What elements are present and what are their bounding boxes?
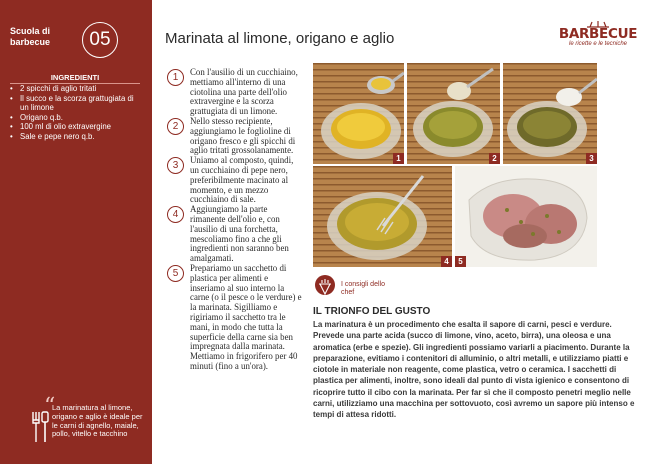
meat-bag-photo [455,166,597,267]
brand-logo [553,20,643,47]
step-number: 1 [167,69,184,86]
step-5 [165,264,303,372]
ingredients-heading: INGREDIENTI [10,73,140,84]
step-number: 5 [167,265,184,282]
photo-number-badge: 1 [393,153,404,164]
bbq-grill-icon [313,275,337,301]
bowl-pepper-photo [503,63,597,164]
photo-number-badge: 3 [586,153,597,164]
photo-step-5 [455,166,597,267]
step-1 [165,68,303,117]
chef-tips-badge [313,275,385,306]
photo-number-badge: 4 [441,256,452,267]
ingredient-item: • 100 ml di olio extravergine [10,122,142,132]
step-text: Prepariamo un sacchetto di plastica per alimenti e inseriamo al suo interno la carne (o il pesce o le verdure) e la marinata. Sigilliamo e rigiriamo il sacchetto tra le mani, in modo che tutta la superficie della carne sia ben impregnata dalla marinata. Mettiamo in frigorifero per 40 minuti (fino a un'ora). [190,262,302,371]
photo-step-2 [407,63,500,164]
quote-mark-icon: “ [44,394,56,419]
series-title: Scuola di barbecue [10,26,51,47]
chef-tips-label: I consigli dello chef [341,281,385,296]
fork-spatula-icon [30,410,50,444]
ingredient-item: • Sale e pepe nero q.b. [10,132,142,142]
tips-body: La marinatura è un procedimento che esalta il sapore di carni, pesci e verdure. Prevede una parte acida (succo di limone, vino, aceto, birra), una oleosa e una aromatica (erbe e spezie). Gli ingredienti possiamo variarli a piacimento. Durante la preparazione, evitiamo i contenitori di alluminio, o altri metalli, e utilizziamo piatti e ciotole in materiale non reagente, come plastica, vetro o ceramica. I sacchetti di plastica per alimenti, inoltre, sono ideali dal punto di vista igienico e consentono di ricoprire tutto il cibo con la marinata. Per far sì che il composto penetri meglio nelle carni, utilizziamo una macchina per sottovuoto, così avremo un sapore più intenso e tempi di attesa ridotti. [313,320,635,420]
ingredient-item: • 2 spicchi di aglio tritati [10,84,142,94]
photo-number-badge: 2 [489,153,500,164]
tips-heading: IL TRIONFO DEL GUSTO [313,306,431,317]
photo-step-4 [313,166,452,267]
brand-subtitle: le ricette e le tecniche [568,41,628,47]
step-text: Aggiungiamo la parte rimanente dell'olio e, con l'ausilio di una forchetta, mescoliamo fino a che gli ingredienti non saranno ben amalgamati. [190,204,289,264]
photo-step-3 [503,63,597,164]
lesson-number: 05 [82,22,118,58]
photo-step-1 [313,63,404,164]
bowl-zest-photo [313,63,404,164]
photo-number-badge: 5 [455,256,466,267]
ingredient-item: • Il succo e la scorza grattugiata di un limone [10,94,142,113]
sidebar-quote: La marinatura al limone, origano e aglio è ideale per le carni di agnello, maiale, pollo, vitello e tacchino [52,403,143,439]
step-text: Nello stesso recipiente, aggiungiamo le foglioline di origano fresco e gli spicchi di aglio tritati grossolanamente. [190,115,296,156]
step-number: 4 [167,206,184,223]
brand-name: BARBECUE [558,26,638,42]
step-number: 3 [167,157,184,174]
step-3 [165,156,303,205]
ingredients-list [10,84,142,142]
bowl-oregano-photo [407,63,500,164]
step-4 [165,205,303,264]
step-text: Con l'ausilio di un cucchiaino, mettiamo all'interno di una ciotolina una parte dell'olio extravergine e la scorza grattugiata di un limone. [190,67,298,117]
step-text: Uniamo al composto, quindi, un cucchiaino di pepe nero, preferibilmente macinato al momento, e un mezzo cucchiaino di sale. [190,155,294,205]
sidebar [0,0,152,464]
bowl-mixing-photo [313,166,452,267]
step-2 [165,117,303,156]
steps-column [165,68,303,372]
step-number: 2 [167,118,184,135]
ingredient-item: • Origano q.b. [10,113,142,123]
page-title: Marinata al limone, origano e aglio [165,30,395,47]
